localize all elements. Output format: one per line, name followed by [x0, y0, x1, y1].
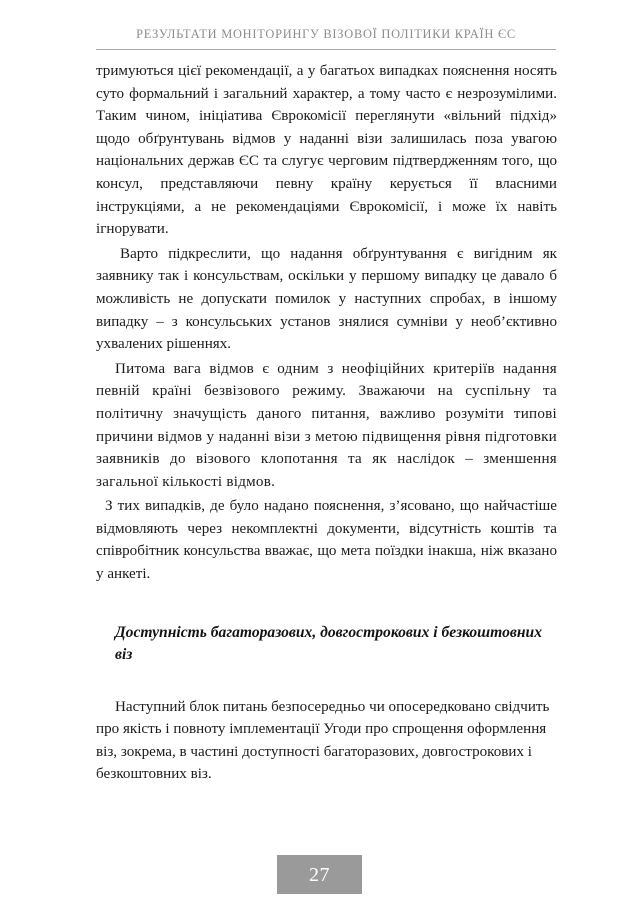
header-rule	[96, 49, 556, 50]
section-heading: Доступність багаторазових, довгострокових і безкоштовних віз	[115, 623, 542, 663]
paragraph-2: Варто підкреслити, що надання обґрунтування є вигідним як заявнику так і консульствам, оскільки у першому випадку це давало б можливість не допускати помилок у наступних спробах, в іншому випадку – з консульських установ знялися сумніви у необ’єктивно ухвалених рішеннях.	[96, 245, 557, 353]
heading-gap-after	[96, 666, 557, 696]
paragraph-5: Наступний блок питань безпосередньо чи опосередковано свідчить про якість і повноту імплементації Угоди про спрощення оформлення віз, зокрема, в частині доступності багаторазових, довгострокових і безкоштовних віз.	[96, 698, 550, 783]
page-number: 27	[309, 863, 330, 886]
page-number-box	[277, 855, 362, 894]
paragraph-3: Питома вага відмов є одним з неофіційних критеріїв надання певній країні безвізового режиму. Зважаючи на суспільну та політичну значущість даного питання, важливо розуміти типові причини відмов у наданні візи з метою підвищення рівня підготовки заявників до візового клопотання та як наслідок – зменшення загальної кількості відмов.	[96, 360, 557, 490]
paragraph-4: З тих випадків, де було надано пояснення, з’ясовано, що найчастіше відмовляють через некомплектні документи, відсутність коштів та співробітник консульства вважає, що мета поїздки інакша, ніж вказано у анкеті.	[96, 498, 557, 583]
heading-gap-before	[96, 586, 557, 622]
paragraph-1: тримуються цієї рекомендації, а у багатьох випадках пояснення носять суто формальний і загальний характер, а тому часто є незрозумілими. Таким чином, ініціатива Єврокомісії переглянути «вільний підхід» щодо обґрунтувань відмов у наданні візи залишилась поза увагою національних держав ЄС та слугує черговим підтвердженням того, що консул, представляючи певну країну керується її власними інструкціями, а не рекомендаціями Єврокомісії, і може їх навіть ігнорувати.	[96, 63, 557, 238]
page-body	[96, 60, 557, 786]
running-header: РЕЗУЛЬТАТИ МОНІТОРИНГУ ВІЗОВОЇ ПОЛІТИКИ КРАЇН ЄС	[136, 27, 516, 41]
